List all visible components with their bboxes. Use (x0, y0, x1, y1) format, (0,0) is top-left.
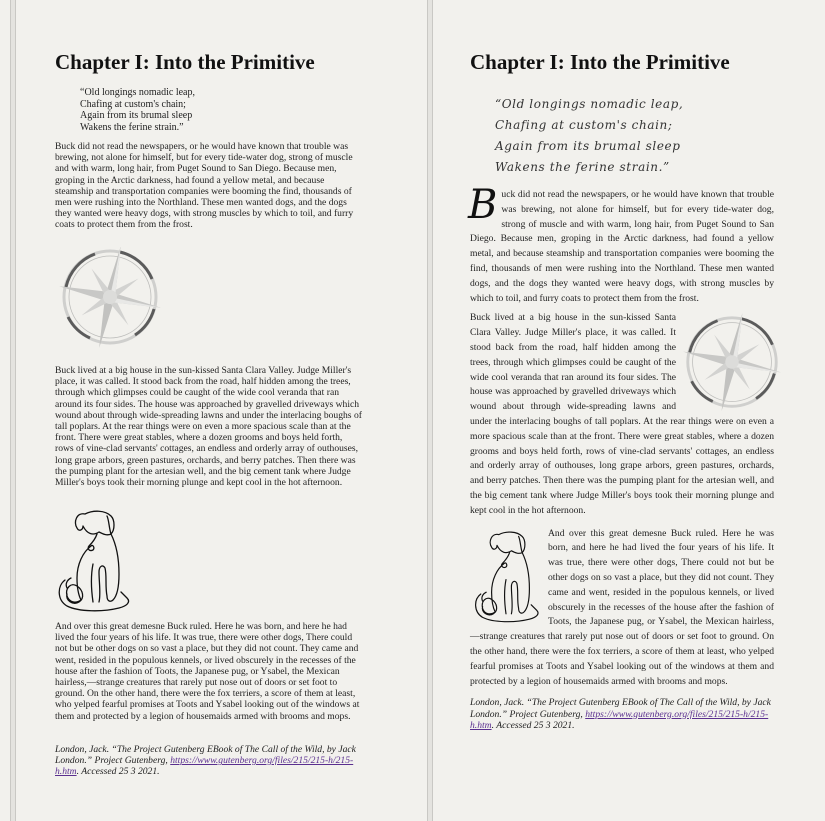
citation (470, 697, 774, 731)
page-edge-left (10, 0, 16, 821)
page-right (470, 0, 774, 821)
citation-link[interactable]: https://www.gutenberg.org/files/215/215-h/215-h.htm (470, 708, 769, 731)
paragraph-3-text: And over this great demesne Buck ruled. Here he was born, and here he had lived the four years of his life. It was true, there were other dogs, There could not but be other dogs on so vast a place, but they did not count. They came and went, resided in the populous kennels, or lived obscurely in the recesses of the house after the fashion of Toots, the Japanese pug, or Ysabel, the Mexican hairless,—strange creatures that rarely put nose out of doors or set foot to ground. On the other hand, there were the fox terriers, a score of them at least, who yelped fearful promises at Toots and Ysabel looking out of the windows at them and protected by a legion of housemaids armed with brooms and mops. (470, 527, 774, 687)
poem-line: Again from its brumal sleep (495, 139, 681, 153)
dog-line-drawing-icon (470, 527, 542, 625)
page-divider (427, 0, 433, 821)
chapter-title: Chapter I: Into the Primitive (55, 50, 315, 74)
poem-line: Again from its brumal sleep (80, 110, 193, 121)
citation-accessed: . Accessed 25 3 2021. (76, 766, 160, 778)
poem-line: “Old longings nomadic leap, (80, 87, 195, 98)
paragraph-1: Buck did not read the newspapers, or he would have known that trouble was brewing, not alone for himself, but for every tide-water dog, strong of muscle and with warm, long hair, from Puget Sound to San Diego. Because men, groping in the Arctic darkness, had found a yellow metal, and because steamship and transportation companies were booming the find, thousands of men were rushing into the Northland. These men wanted dogs, and the dogs they wanted were heavy dogs, with strong muscles by which to toil, and furry coats to protect them from the frost. (55, 141, 354, 231)
epigraph-poem-script (495, 94, 683, 178)
poem-line: Wakens the ferine strain.” (80, 121, 184, 133)
paragraph-3: And over this great demesne Buck ruled. Here he was born, and here he had lived the four years of his life. It was true, there were other dogs, There could not but be other dogs on so vast a place, but they did not count. They came and went, resided in the populous kennels, or lived obscurely in the recesses of the house after the fashion of Toots, the Japanese pug, or Ysabel, the Mexican hairless,—strange creatures that rarely put nose out of doors or set foot to ground. On the other hand, there were the fox terriers, a score of them at least, who yelped fearful promises at Toots and Ysabel looking out of the windows at them and protected by a legion of housemaids armed with brooms and mops. (55, 621, 360, 722)
citation (55, 744, 365, 778)
paragraph-1 (468, 182, 774, 306)
page-left (55, 0, 365, 821)
paragraph-2 (470, 311, 774, 518)
poem-line: Chafing at custom's chain; (495, 118, 673, 132)
paragraph-1-text: uck did not read the newspapers, or he would have known that trouble was brewing, not alone for himself, but for every tide-water dog, strong of muscle and with warm, long hair, from Puget Sound to San Diego. Because men, groping in the Arctic darkness, had found a yellow metal, and because steamship and transportation companies were booming the find, thousands of men were rushing into the Northland. These men wanted dogs, and the dogs they wanted were heavy dogs, with strong muscles by which to toil, and furry coats to protect them from the frost. (470, 189, 774, 304)
citation-text: London, Jack. “The Project Gutenberg EBook of The Call of the Wild, by Jack London.” Project Gutenberg, (55, 744, 356, 767)
paragraph-3 (470, 527, 774, 690)
dog-line-drawing-icon (53, 508, 133, 612)
citation-link[interactable]: https://www.gutenberg.org/files/215/215-h/215-h.htm (55, 755, 354, 778)
poem-line: Chafing at custom's chain; (80, 98, 186, 110)
poem-line: Wakens the ferine strain.” (495, 160, 670, 174)
citation-text: London, Jack. “The Project Gutenberg EBook of The Call of the Wild, by Jack London.” Project Gutenberg, (470, 697, 771, 720)
compass-rose-icon (58, 247, 162, 349)
poem-line: “Old longings nomadic leap, (495, 97, 684, 111)
epigraph-poem (80, 87, 195, 133)
compass-rose-icon (682, 313, 782, 413)
paragraph-2: Buck lived at a big house in the sun-kissed Santa Clara Valley. Judge Miller's place, it was called. It stood back from the road, half hidden among the trees, through which glimpses could be caught of the wide cool veranda that ran around its four sides. The house was approached by gravelled driveways which wound about through wide-spreading lawns and under the interlacing boughs of tall poplars. At the rear things were on even a more spacious scale than at the front. There were great stables, where a dozen grooms and boys held forth, rows of vine-clad servants' cottages, an endless and orderly array of outhouses, long grape arbors, green pastures, orchards, and berry patches. Then there was the pumping plant for the artesian well, and the big cement tank where Judge Miller's boys took their morning plunge and kept cool in the hot afternoon. (55, 365, 362, 489)
citation-accessed: . Accessed 25 3 2021. (491, 719, 575, 731)
drop-cap: B (468, 182, 498, 228)
right-page-body (468, 182, 774, 741)
chapter-title: Chapter I: Into the Primitive (470, 50, 730, 74)
paragraph-2-text: Buck lived at a big house in the sun-kissed Santa Clara Valley. Judge Miller's place, it was called. It stood back from the road, half hidden among the trees, through which glimpses could be caught of the wide cool veranda that ran around its four sides. The house was approached by gravelled driveways which wound about through wide-spreading lawns and under the interlacing boughs of tall poplars. At the rear things were on even a more spacious scale than at the front. There were great stables, where a dozen grooms and boys held forth, rows of vine-clad servants' cottages, an endless and orderly array of outhouses, long grape arbors, green pastures, orchards, and berry patches. Then there was the pumping plant for the artesian well, and the big cement tank where Judge Miller's boys took their morning plunge and kept cool in the hot afternoon. (470, 312, 774, 516)
